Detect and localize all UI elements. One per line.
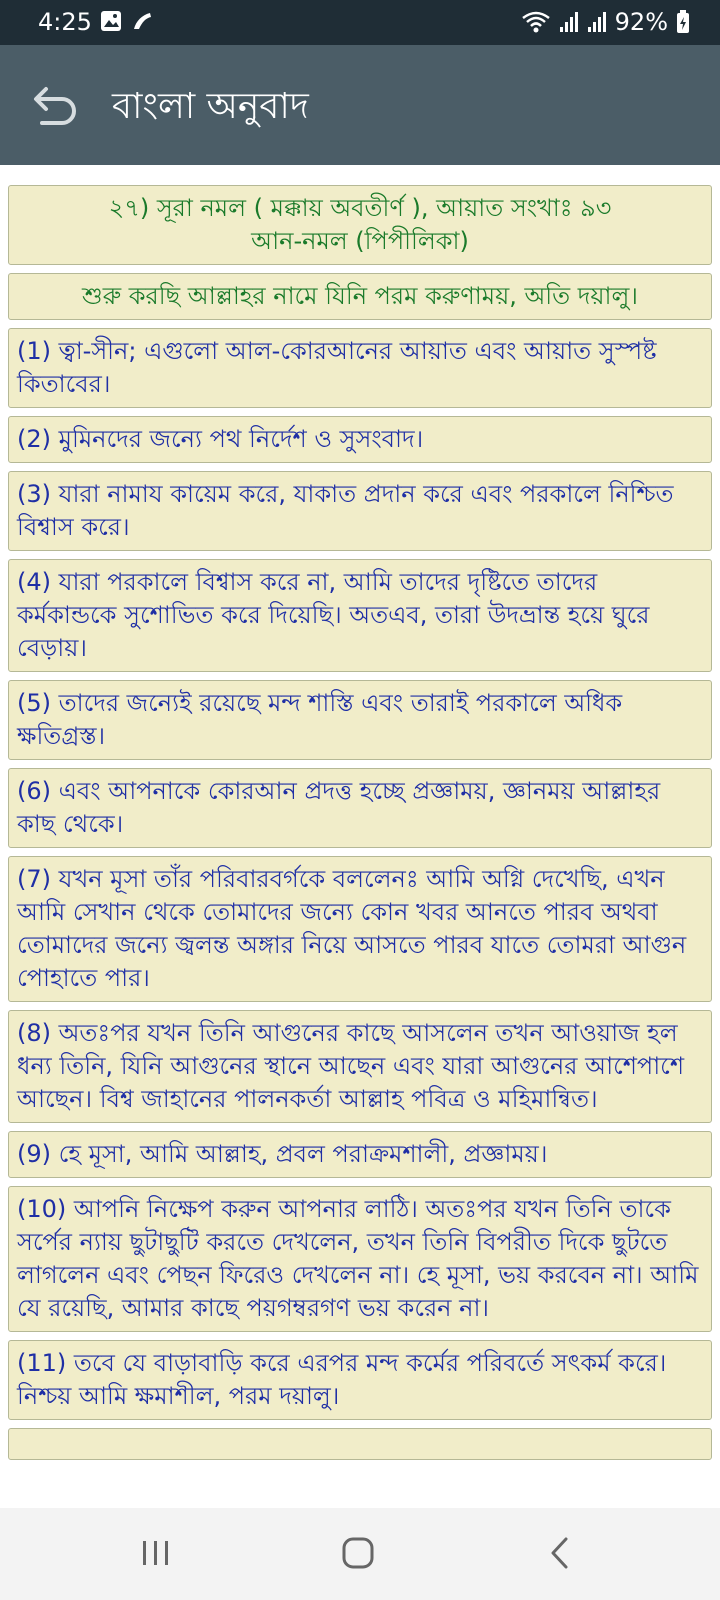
app-bar <box>0 45 720 165</box>
back-button[interactable] <box>530 1528 590 1578</box>
verse-card-partial[interactable] <box>8 1428 712 1460</box>
status-right <box>521 8 690 36</box>
surah-info: ২৭) সূরা নমল ( মক্কায় অবতীর্ণ ), আয়াত সংখাঃ ৯৩ <box>108 194 612 222</box>
verse-card[interactable]: (4) যারা পরকালে বিশ্বাস করে না, আমি তাদের দৃষ্টিতে তাদের কর্মকান্ডকে সুশোভিত করে দিয়েছি। অতএব, তারা উদভ্রান্ত হয়ে ঘুরে বেড়ায়। <box>8 559 712 672</box>
notification-icons <box>100 9 154 33</box>
back-chevron-icon <box>548 1536 572 1570</box>
verse-card[interactable]: (10) আপনি নিক্ষেপ করুন আপনার লাঠি। অতঃপর যখন তিনি তাকে সর্পের ন্যায় ছুটাছুটি করতে দেখলেন, তখন তিনি বিপরীত দিকে ছুটতে লাগলেন এবং পেছন ফিরেও দেখলেন না। হে মূসা, ভয় করবেন না। আমি যে রয়েছি, আমার কাছে পয়গম্বরগণ ভয় করেন না। <box>8 1186 712 1332</box>
recent-apps-icon <box>139 1539 173 1567</box>
page-title: বাংলা অনুবাদ <box>112 86 309 127</box>
verse-list[interactable] <box>0 185 720 1505</box>
signal-icon <box>559 11 579 33</box>
back-icon[interactable] <box>28 81 80 129</box>
verse-card[interactable]: (2) মুমিনদের জন্যে পথ নির্দেশ ও সুসংবাদ। <box>8 416 712 463</box>
surah-header-card <box>8 185 712 265</box>
bismillah-card <box>8 273 712 320</box>
surah-name: আন-নমল (পিপীলিকা) <box>251 227 469 255</box>
gallery-icon <box>100 10 122 32</box>
status-time: 4:25 <box>38 8 92 36</box>
verse-card[interactable]: (1) ত্বা-সীন; এগুলো আল-কোরআনের আয়াত এবং আয়াত সুস্পষ্ট কিতাবের। <box>8 328 712 408</box>
status-bar <box>0 0 720 45</box>
verse-card[interactable]: (5) তাদের জন্যেই রয়েছে মন্দ শাস্তি এবং তারাই পরকালে অধিক ক্ষতিগ্রস্ত। <box>8 680 712 760</box>
missed-call-icon <box>130 9 154 33</box>
battery-percent: 92% <box>614 8 668 36</box>
verse-card[interactable]: (6) এবং আপনাকে কোরআন প্রদত্ত হচ্ছে প্রজ্ঞাময়, জ্ঞানময় আল্লাহর কাছ থেকে। <box>8 768 712 848</box>
verse-card[interactable]: (3) যারা নামায কায়েম করে, যাকাত প্রদান করে এবং পরকালে নিশ্চিত বিশ্বাস করে। <box>8 471 712 551</box>
battery-icon <box>676 10 690 34</box>
wifi-icon <box>521 10 551 34</box>
recent-apps-button[interactable] <box>126 1528 186 1578</box>
home-button[interactable] <box>328 1528 388 1578</box>
signal-icon-2 <box>587 11 607 33</box>
verse-card[interactable]: (11) তবে যে বাড়াবাড়ি করে এরপর মন্দ কর্মের পরিবর্তে সৎকর্ম করে। নিশ্চয় আমি ক্ষমাশীল, পরম দয়ালু। <box>8 1340 712 1420</box>
home-icon <box>341 1536 375 1570</box>
bismillah-text: শুরু করছি আল্লাহর নামে যিনি পরম করুণাময়, অতি দয়ালু। <box>82 282 638 310</box>
verse-card[interactable]: (8) অতঃপর যখন তিনি আগুনের কাছে আসলেন তখন আওয়াজ হল ধন্য তিনি, যিনি আগুনের স্থানে আছেন এবং যারা আগুনের আশেপাশে আছেন। বিশ্ব জাহানের পালনকর্তা আল্লাহ পবিত্র ও মহিমান্বিত। <box>8 1010 712 1123</box>
system-nav-bar <box>0 1508 720 1600</box>
verse-card[interactable]: (7) যখন মূসা তাঁর পরিবারবর্গকে বললেনঃ আমি অগ্নি দেখেছি, এখন আমি সেখান থেকে তোমাদের জন্যে কোন খবর আনতে পারব অথবা তোমাদের জন্যে জ্বলন্ত অঙ্গার নিয়ে আসতে পারব যাতে তোমরা আগুন পোহাতে পার। <box>8 856 712 1002</box>
verse-card[interactable]: (9) হে মূসা, আমি আল্লাহ, প্রবল পরাক্রমশালী, প্রজ্ঞাময়। <box>8 1131 712 1178</box>
